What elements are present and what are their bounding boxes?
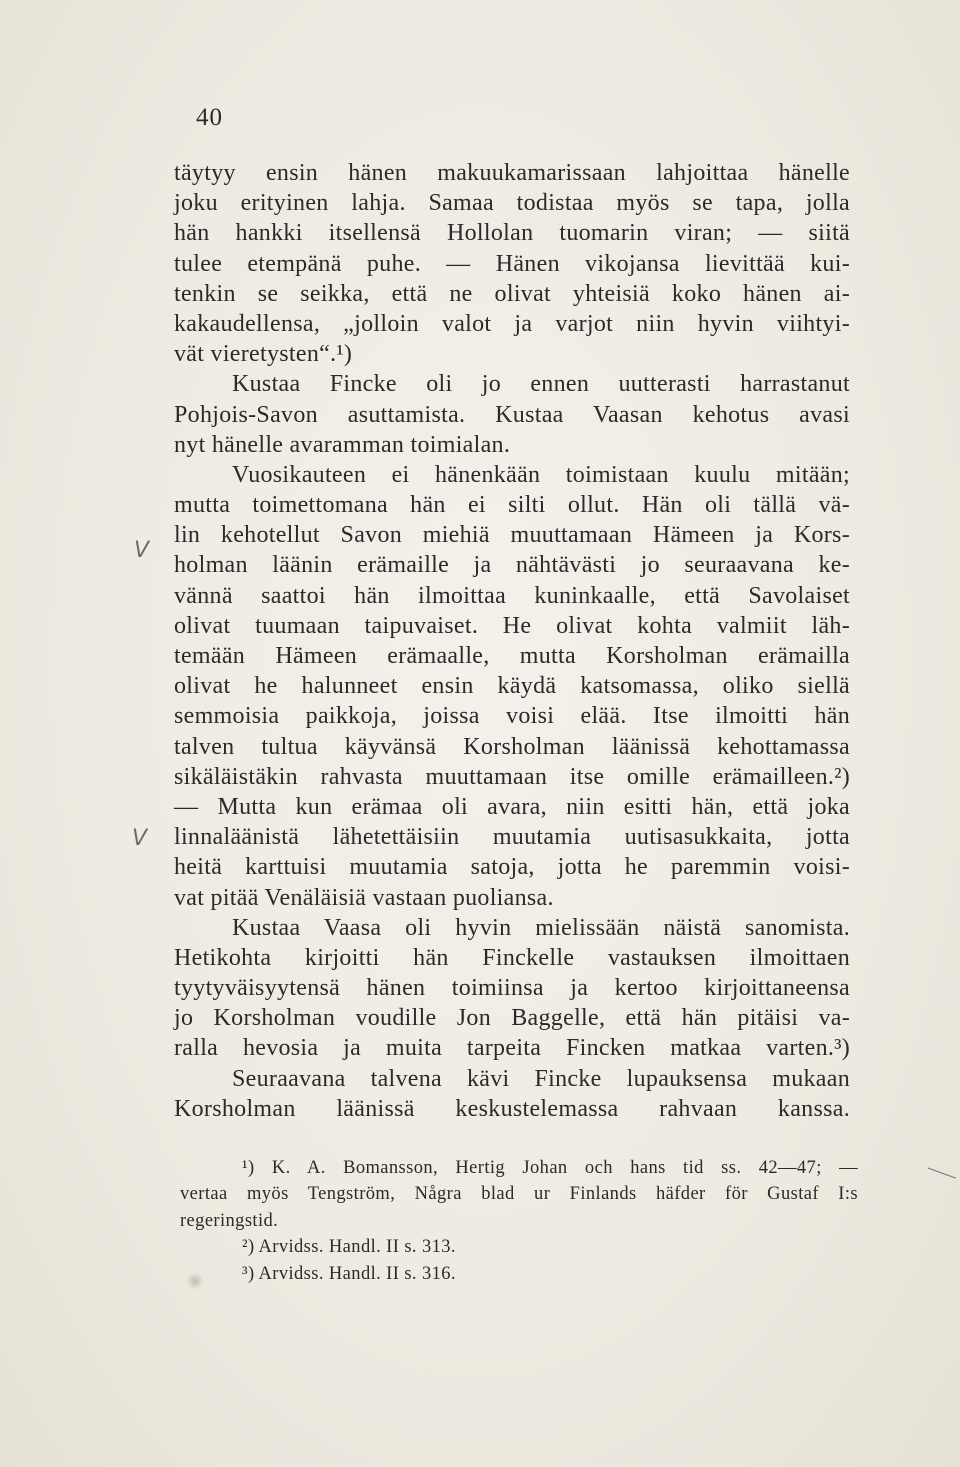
text-line: täytyy ensin hänen makuukamarissaan lahjoittaa hänelle <box>174 160 850 186</box>
ink-smudge <box>186 1272 204 1290</box>
body-text <box>174 158 850 1124</box>
text-line: tyytyväisyytensä hänen toimiinsa ja kertoo kirjoittaneensa <box>174 975 850 1002</box>
margin-mark: V <box>134 538 150 563</box>
text-line: Vuosikauteen ei hänenkään toimistaan kuulu mitään; <box>232 461 850 488</box>
text-line: tulee etempänä puhe. — Hänen vikojansa lievittää kui- <box>174 250 850 277</box>
footnote-line: ²) Arvidss. Handl. II s. 313. <box>242 1237 456 1258</box>
text-line: linnaläänistä lähetettäisiin muutamia uutisasukkaita, jotta <box>174 824 850 851</box>
footnote-line: ¹) K. A. Bomansson, Hertig Johan och hans tid ss. 42—47; — <box>242 1158 858 1178</box>
text-line: tenkin se seikka, että ne olivat yhteisiä koko hänen ai- <box>174 280 850 307</box>
text-line: ralla hevosia ja muita tarpeita Fincken matkaa varten.³) <box>174 1035 850 1062</box>
footnote-line: regeringstid. <box>180 1210 279 1231</box>
text-line: vat pitää Venäläisiä vastaan puoliansa. <box>174 884 554 911</box>
text-line: jo Korsholman voudille Jon Baggelle, että hän pitäisi va- <box>174 1005 850 1032</box>
text-line: temään Hämeen erämaalle, mutta Korsholman erämailla <box>174 643 850 669</box>
margin-mark: V <box>132 826 148 851</box>
text-line: nyt hänelle avaramman toimialan. <box>174 431 511 458</box>
text-line: Kustaa Vaasa oli hyvin mielissään näistä sanomista. <box>232 914 850 941</box>
text-line: talven tultua käyvänsä Korsholman läänissä kehottamassa <box>174 733 850 760</box>
text-line: olivat he halunneet ensin käydä katsomassa, oliko siellä <box>174 673 850 700</box>
text-line: joku erityinen lahja. Samaa todistaa myös se tapa, jolla <box>174 190 850 217</box>
footnote-line: ³) Arvidss. Handl. II s. 316. <box>242 1263 456 1284</box>
footnotes <box>180 1155 858 1287</box>
text-line: — Mutta kun erämaa oli avara, niin esitti hän, että joka <box>174 793 850 820</box>
text-line: mutta toimettomana hän ei silti ollut. Hän oli tällä vä- <box>174 492 850 519</box>
text-line: heitä karttuisi muutamia satoja, jotta he paremmin voisi- <box>174 854 850 881</box>
text-line: Korsholman läänissä keskustelemassa rahvaan kanssa. <box>174 1095 850 1122</box>
text-line: lin kehotellut Savon miehiä muuttamaan Hämeen ja Kors- <box>174 522 850 549</box>
edge-mark <box>922 1167 956 1193</box>
text-line: sikäläistäkin rahvasta muuttamaan itse omille erämailleen.²) <box>174 763 850 790</box>
text-line: Seuraavana talvena kävi Fincke lupauksensa mukaan <box>232 1065 850 1092</box>
text-line: Kustaa Fincke oli jo ennen uutterasti harrastanut <box>232 371 850 398</box>
text-line: semmoisia paikkoja, joissa voisi elää. Itse ilmoitti hän <box>174 703 850 730</box>
text-line: olivat tuumaan taipuvaiset. He olivat kohta valmiit läh- <box>174 612 850 639</box>
text-line: vät vieretysten“.¹) <box>174 341 353 368</box>
text-line: hän hankki itsellensä Hollolan tuomarin viran; — siitä <box>174 220 850 247</box>
text-line: holman läänin erämaille ja nähtävästi jo seuraavana ke- <box>174 552 850 579</box>
text-line: Hetikohta kirjoitti hän Finckelle vastauksen ilmoittaen <box>174 944 850 971</box>
text-line: vännä saattoi hän ilmoittaa kuninkaalle, että Savolaiset <box>174 582 850 609</box>
page-number: 40 <box>196 104 223 131</box>
footnote-line: vertaa myös Tengström, Några blad ur Finlands häfder för Gustaf I:s <box>180 1184 858 1205</box>
text-line: Pohjois-Savon asuttamista. Kustaa Vaasan kehotus avasi <box>174 401 850 428</box>
text-line: kakaudellensa, „jolloin valot ja varjot niin hyvin viihtyi- <box>174 310 850 337</box>
